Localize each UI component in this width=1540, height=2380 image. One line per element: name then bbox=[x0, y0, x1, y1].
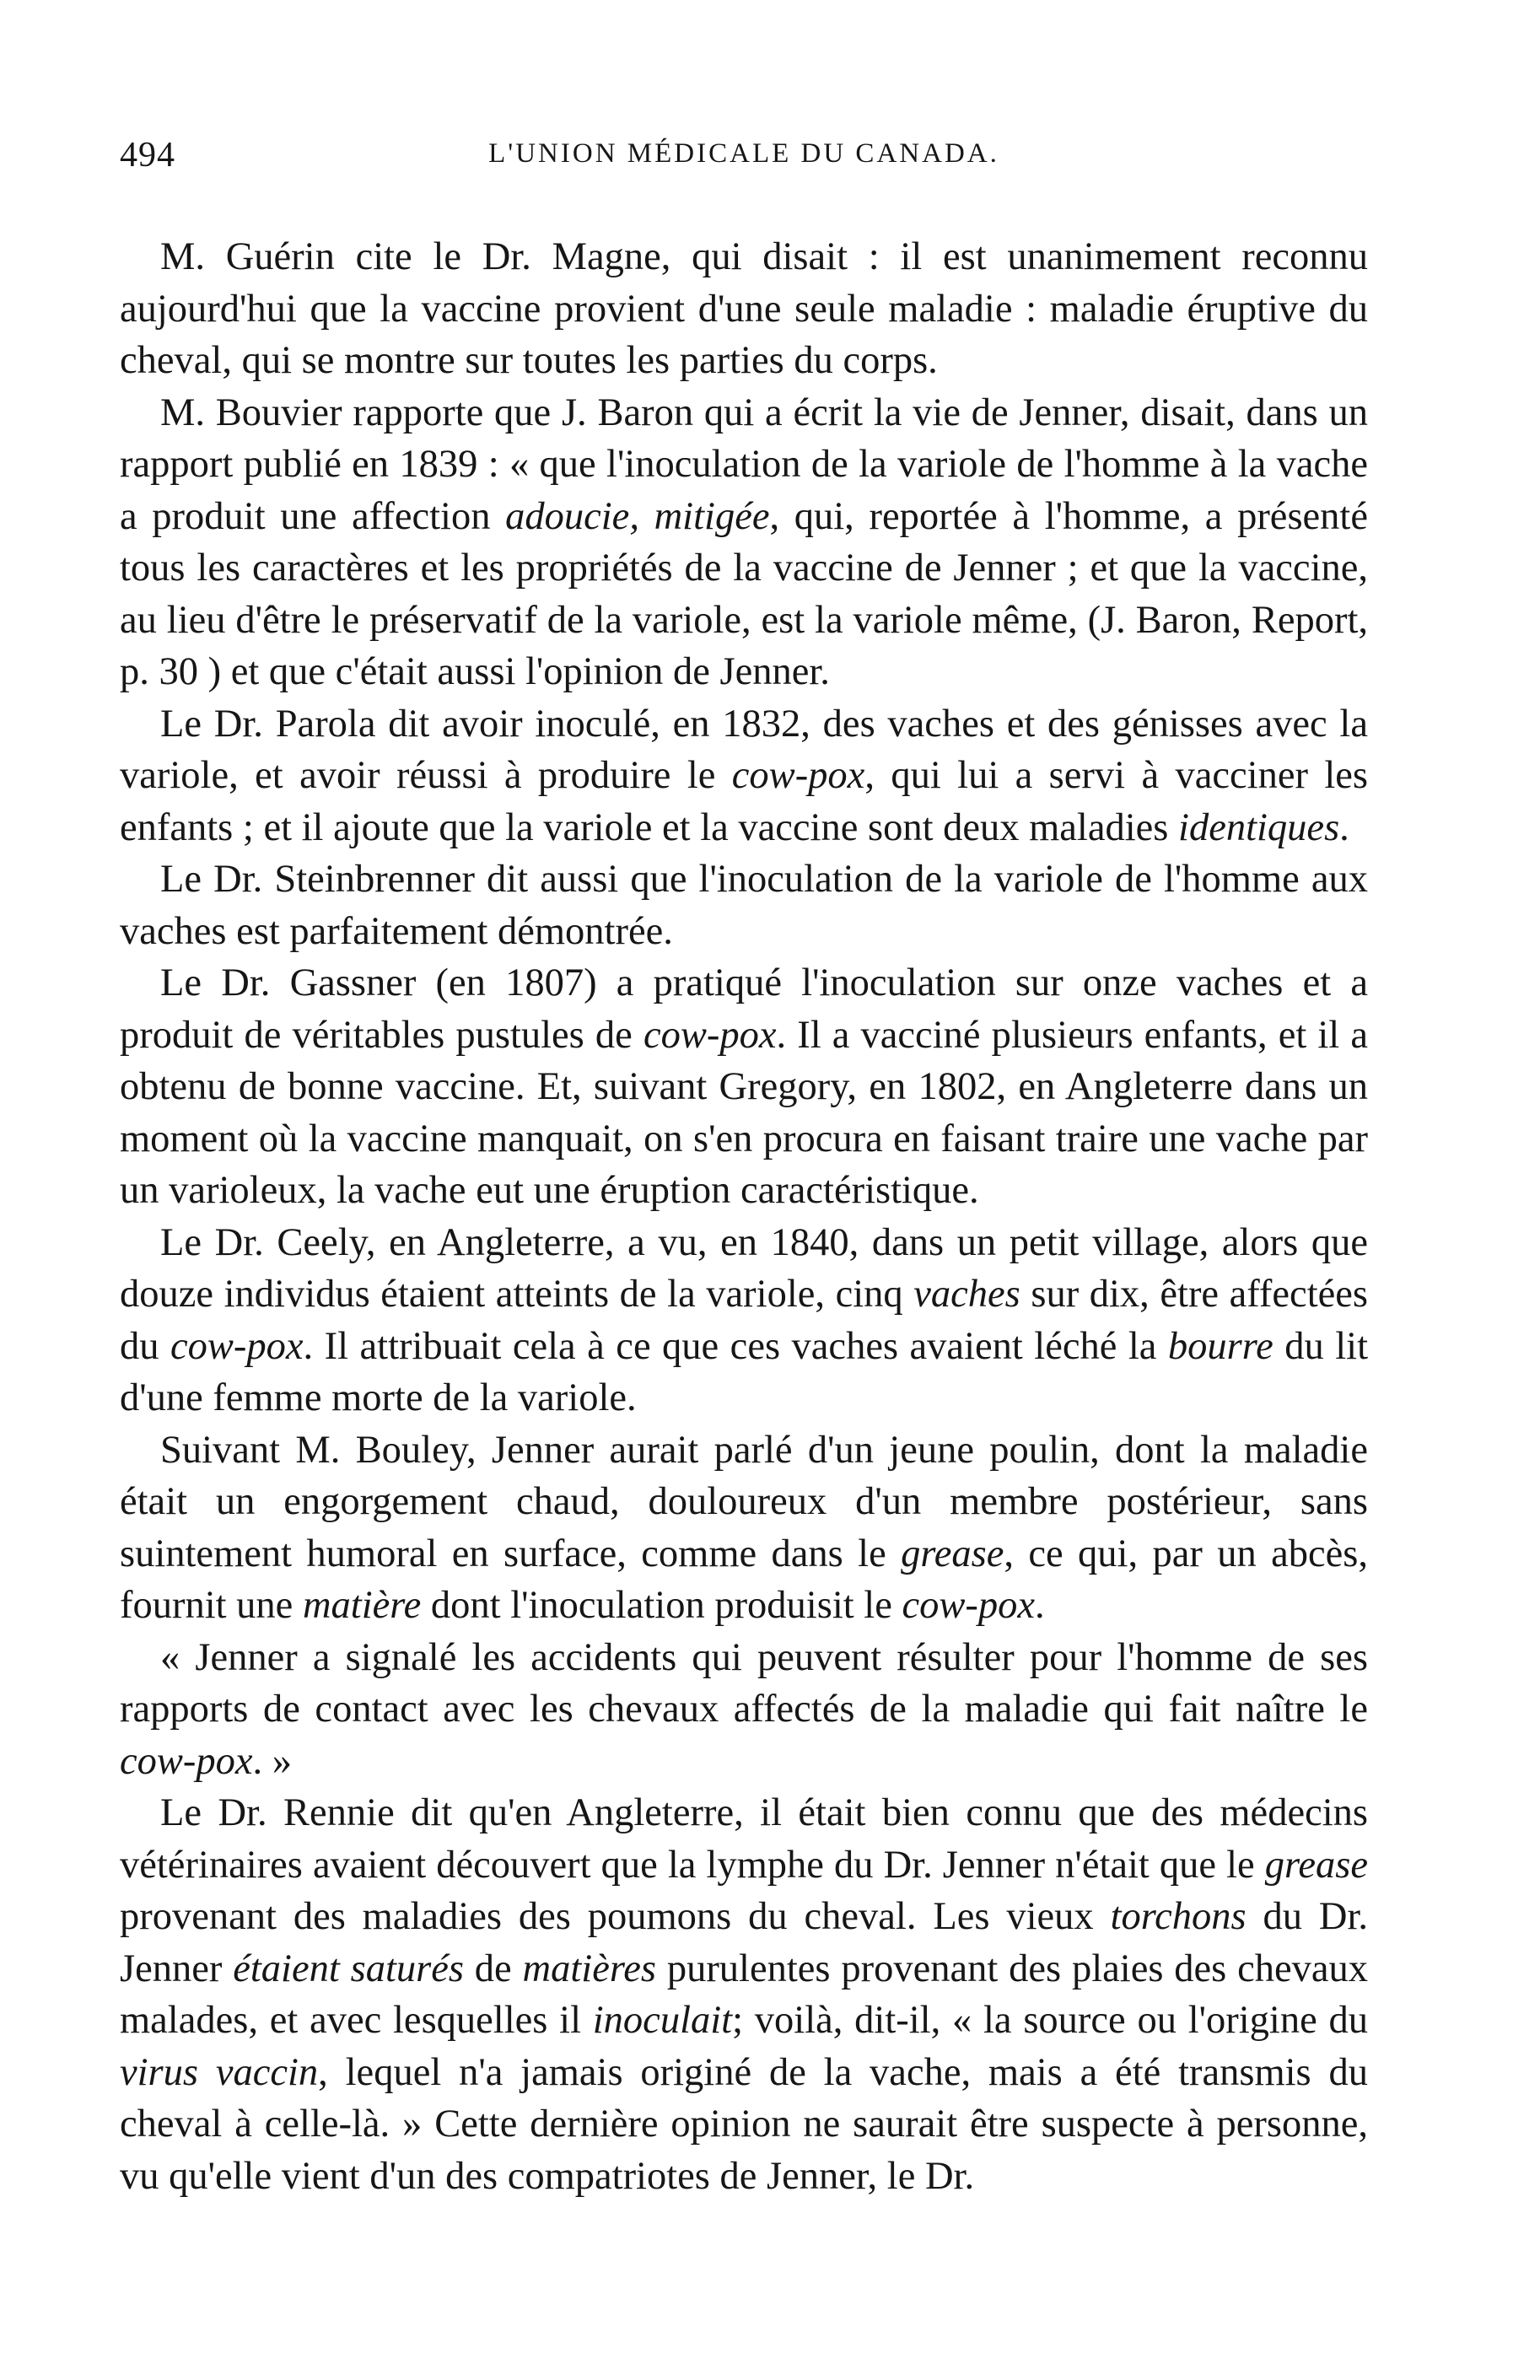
text-segment: Suivant M. Bouley, Jenner aurait parlé d'un jeune poulin, dont la maladie était un engorgement chaud, douloureux d'un membre postérieur, sans suintement humoral en surface, comme dans le bbox=[120, 1428, 1368, 1575]
italic-text: étaient saturés bbox=[233, 1947, 464, 1990]
italic-text: cow-pox bbox=[731, 754, 865, 797]
page-number: 494 bbox=[120, 136, 175, 175]
text-segment: . Il attribuait cela à ce que ces vaches avaient léché la bbox=[303, 1324, 1168, 1368]
text-segment: sur dix, être affectées du bbox=[120, 1273, 1368, 1368]
text-segment: Le Dr. Parola dit avoir inoculé, en 1832, des vaches et des génisses avec la variole, et avoir réussi à produire le bbox=[120, 702, 1368, 797]
text-segment: , lequel n'a jamais originé de la vache, mais a été transmis du cheval à celle-là. » Cette dernière opinion ne saurait être suspecte à personne, vu qu'elle vient d'un des compatriotes de Jenner, le Dr. bbox=[120, 2050, 1368, 2198]
italic-text: cow-pox bbox=[170, 1324, 304, 1368]
text-segment: , qui, reportée à l'homme, a présenté tous les caractères et les propriétés de la vaccine de Jenner ; et que la vaccine, au lieu d'être le préservatif de la variole, est la variole même, (J. Baron, Report, p. 30 ) et que c'était aussi l'opinion de Jenner. bbox=[120, 494, 1368, 693]
italic-text: matières bbox=[522, 1947, 656, 1990]
running-title: L'UNION MÉDICALE DU CANADA. bbox=[488, 138, 999, 169]
text-segment: Le Dr. Rennie dit qu'en Angleterre, il était bien connu que des médecins vétérinaires avaient découvert que la lymphe du Dr. Jenner n'était que le bbox=[120, 1791, 1368, 1887]
page-header bbox=[120, 135, 1368, 186]
italic-text: grease bbox=[901, 1532, 1004, 1575]
paragraph bbox=[120, 1217, 1368, 1424]
text-segment: du Dr. Jenner bbox=[120, 1895, 1368, 1990]
italic-text: adoucie, mitigée bbox=[505, 494, 770, 538]
text-segment: Le Dr. Ceely, en Angleterre, a vu, en 1840, dans un petit village, alors que douze individus étaient atteints de la variole, cinq bbox=[120, 1220, 1368, 1316]
text-segment: « Jenner a signalé les accidents qui peuvent résulter pour l'homme de ses rapports de contact avec les chevaux affectés de la maladie qui fait naître le bbox=[120, 1635, 1368, 1731]
text-segment: , qui lui a servi à vacciner les enfants ; et il ajoute que la variole et la vaccine sont deux maladies bbox=[120, 754, 1368, 849]
italic-text: bourre bbox=[1167, 1324, 1273, 1368]
italic-text: cow-pox bbox=[643, 1013, 777, 1057]
italic-text: cow-pox bbox=[120, 1739, 253, 1783]
italic-text: vaches bbox=[913, 1273, 1020, 1316]
italic-text: matière bbox=[302, 1584, 422, 1627]
text-segment: du lit d'une femme morte de la variole. bbox=[120, 1324, 1368, 1419]
italic-text: grease bbox=[1264, 1843, 1368, 1887]
italic-text: cow-pox bbox=[902, 1584, 1036, 1627]
italic-text: identiques bbox=[1178, 805, 1340, 849]
paragraph bbox=[120, 957, 1368, 1217]
text-segment: . » bbox=[252, 1739, 293, 1783]
italic-text: torchons bbox=[1110, 1895, 1247, 1938]
text-segment: . bbox=[1339, 805, 1349, 849]
paragraph bbox=[120, 1632, 1368, 1788]
paragraph bbox=[120, 853, 1368, 957]
text-segment: dont l'inoculation produisit le bbox=[421, 1584, 902, 1627]
paragraph bbox=[120, 698, 1368, 854]
italic-text: virus vaccin bbox=[120, 2050, 319, 2094]
text-segment: provenant des maladies des poumons du cheval. Les vieux bbox=[120, 1895, 1111, 1938]
text-segment: M. Bouvier rapporte que J. Baron qui a écrit la vie de Jenner, disait, dans un rapport publié en 1839 : « que l'inoculation de la variole de l'homme à la vache a produit une affection bbox=[120, 390, 1368, 538]
italic-text: inoculait bbox=[592, 1999, 733, 2042]
paragraph bbox=[120, 387, 1368, 698]
paragraph bbox=[120, 231, 1368, 387]
text-segment: Le Dr. Steinbrenner dit aussi que l'inoculation de la variole de l'homme aux vaches est parfaitement démontrée. bbox=[120, 858, 1368, 953]
text-segment: M. Guérin cite le Dr. Magne, qui disait : il est unanimement reconnu aujourd'hui que la vaccine provient d'une seule maladie : maladie éruptive du cheval, qui se montre sur toutes les parties du corps. bbox=[120, 235, 1368, 382]
text-segment: . bbox=[1035, 1584, 1045, 1627]
paragraph bbox=[120, 1787, 1368, 2202]
text-segment: . Il a vacciné plusieurs enfants, et il a obtenu de bonne vaccine. Et, suivant Gregory, en 1802, en Angleterre dans un moment où la vaccine manquait, on s'en procura en faisant traire une vache par un varioleux, la vache eut une éruption caractéristique. bbox=[120, 1013, 1368, 1212]
text-segment: Le Dr. Gassner (en 1807) a pratiqué l'inoculation sur onze vaches et a produit de véritables pustules de bbox=[120, 961, 1368, 1057]
text-segment: de bbox=[463, 1947, 523, 1990]
text-segment: purulentes provenant des plaies des chevaux malades, et avec lesquelles il bbox=[120, 1947, 1369, 2042]
text-segment: ; voilà, dit-il, « la source ou l'origine du bbox=[732, 1999, 1369, 2042]
text-segment: , ce qui, par un abcès, fournit une bbox=[120, 1532, 1368, 1627]
paragraph bbox=[120, 1424, 1368, 1632]
body-text bbox=[120, 231, 1368, 2202]
